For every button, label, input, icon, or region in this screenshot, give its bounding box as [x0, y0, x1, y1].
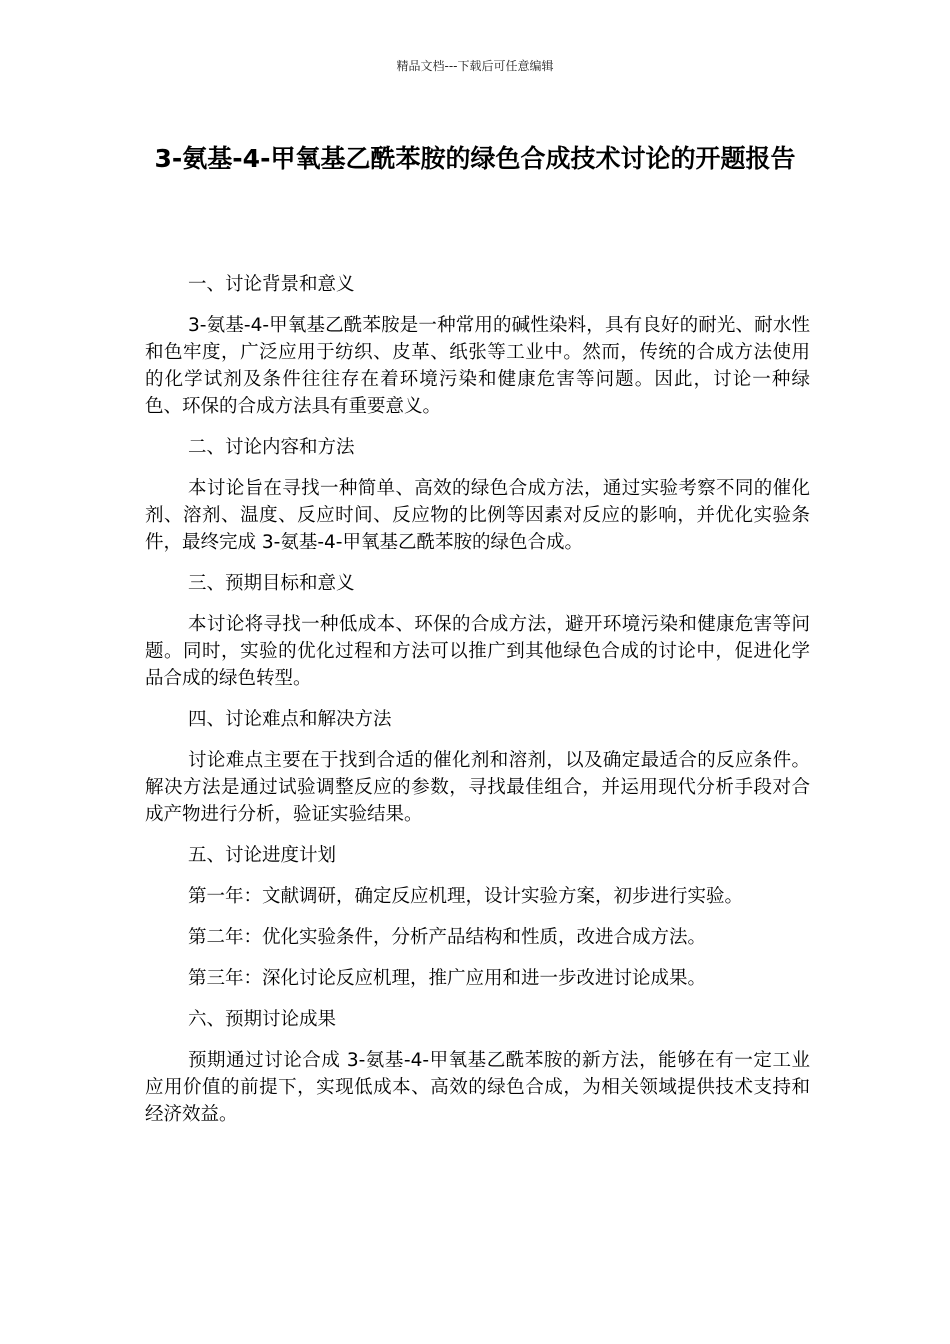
section-body-difficulties: 讨论难点主要在于找到合适的催化剂和溶剂，以及确定最适合的反应条件。解决方法是通过试验调整反应的参数，寻找最佳组合，并运用现代分析手段对合成产物进行分析，验证实验结果。 — [145, 750, 810, 825]
schedule-item-year-3: 第三年：深化讨论反应机理，推广应用和进一步改进讨论成果。 — [188, 968, 707, 989]
section-body-content-method: 本讨论旨在寻找一种简单、高效的绿色合成方法，通过实验考察不同的催化剂、溶剂、温度、反应时间、反应物的比例等因素对反应的影响，并优化实验条件，最终完成 3-氨基-4-甲氧基乙酰苯胺的绿色合成。 — [145, 478, 810, 553]
section-heading-goals: 三、预期目标和意义 — [188, 573, 355, 594]
section-heading-content-method: 二、讨论内容和方法 — [188, 437, 355, 458]
section-body-goals: 本讨论将寻找一种低成本、环保的合成方法，避开环境污染和健康危害等问题。同时，实验的优化过程和方法可以推广到其他绿色合成的讨论中，促进化学品合成的绿色转型。 — [145, 614, 810, 689]
schedule-item-year-2: 第二年：优化实验条件，分析产品结构和性质，改进合成方法。 — [188, 927, 707, 948]
document-title: 3-氨基-4-甲氧基乙酰苯胺的绿色合成技术讨论的开题报告 — [154, 144, 796, 173]
section-body-background: 3-氨基-4-甲氧基乙酰苯胺是一种常用的碱性染料，具有良好的耐光、耐水性和色牢度，广泛应用于纺织、皮革、纸张等工业中。然而，传统的合成方法使用的化学试剂及条件往往存在着环境污染和健康危害等问题。因此，讨论一种绿色、环保的合成方法具有重要意义。 — [145, 315, 810, 417]
section-heading-schedule: 五、讨论进度计划 — [188, 845, 337, 866]
section-body-outcomes: 预期通过讨论合成 3-氨基-4-甲氧基乙酰苯胺的新方法，能够在有一定工业应用价值的前提下，实现低成本、高效的绿色合成，为相关领域提供技术支持和经济效益。 — [145, 1050, 810, 1125]
section-heading-outcomes: 六、预期讨论成果 — [188, 1009, 337, 1030]
section-heading-difficulties: 四、讨论难点和解决方法 — [188, 709, 392, 730]
page-header: 精品文档---下载后可任意编辑 — [396, 59, 554, 73]
schedule-item-year-1: 第一年：文献调研，确定反应机理，设计实验方案，初步进行实验。 — [188, 886, 744, 907]
section-heading-background: 一、讨论背景和意义 — [188, 274, 355, 295]
document-body — [145, 271, 810, 1142]
